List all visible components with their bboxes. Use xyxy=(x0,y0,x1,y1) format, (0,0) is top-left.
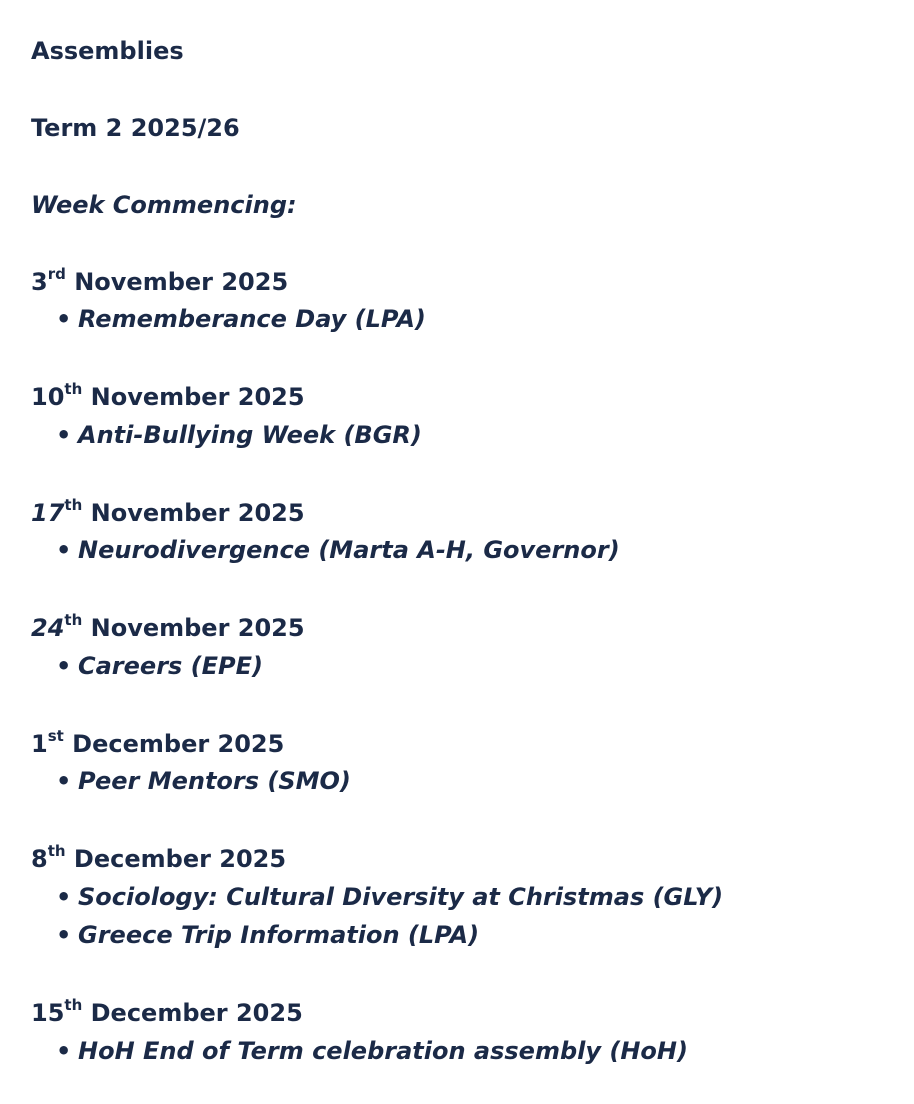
week-day-suffix: th xyxy=(64,380,83,398)
assembly-item xyxy=(0,300,426,338)
assembly-list xyxy=(0,531,620,569)
assembly-list xyxy=(0,1032,688,1070)
bullet-icon: • xyxy=(56,921,72,949)
bullet-icon: • xyxy=(56,305,72,333)
assembly-item-text: Peer Mentors (SMO) xyxy=(78,767,351,795)
week-day: 8 xyxy=(31,845,48,873)
week-heading xyxy=(31,998,303,1028)
week-day: 3 xyxy=(31,268,48,296)
assembly-item-text: Sociology: Cultural Diversity at Christmas (GLY) xyxy=(78,883,724,911)
week-day-suffix: th xyxy=(64,611,83,629)
week-month-year: November 2025 xyxy=(74,268,289,296)
bullet-icon: • xyxy=(56,536,72,564)
week-month-year: November 2025 xyxy=(90,383,305,411)
week-heading xyxy=(31,498,305,528)
assembly-item xyxy=(0,916,723,954)
assembly-item xyxy=(0,878,723,916)
assembly-item-text: HoH End of Term celebration assembly (HoH) xyxy=(78,1037,688,1065)
week-day: 17 xyxy=(31,499,65,527)
week-commencing-label: Week Commencing: xyxy=(31,191,297,219)
assembly-item xyxy=(0,416,422,454)
week-month-year: December 2025 xyxy=(90,999,303,1027)
week-heading xyxy=(31,844,286,874)
week-month-year: November 2025 xyxy=(90,499,305,527)
week-month-year: December 2025 xyxy=(73,845,287,873)
bullet-icon: • xyxy=(56,767,72,795)
bullet-icon: • xyxy=(56,421,72,449)
bullet-icon: • xyxy=(56,652,72,680)
assembly-item-text: Careers (EPE) xyxy=(78,652,263,680)
week-heading xyxy=(31,729,284,759)
week-day: 24 xyxy=(31,614,65,642)
assembly-item-text: Neurodivergence (Marta A-H, Governor) xyxy=(78,536,620,564)
assembly-list xyxy=(0,416,422,454)
week-month-year: December 2025 xyxy=(72,730,285,758)
assembly-list xyxy=(0,647,263,685)
assembly-item xyxy=(0,762,351,800)
week-day: 10 xyxy=(31,383,65,411)
week-month-year: November 2025 xyxy=(90,614,305,642)
term-heading: Term 2 2025/26 xyxy=(31,114,240,142)
week-day-suffix: rd xyxy=(47,265,66,283)
week-heading xyxy=(31,267,288,297)
page-title: Assemblies xyxy=(31,37,184,65)
assembly-list xyxy=(0,878,723,954)
week-heading xyxy=(31,382,305,412)
week-day-suffix: th xyxy=(47,842,66,860)
week-day-suffix: th xyxy=(64,496,83,514)
bullet-icon: • xyxy=(56,883,72,911)
assembly-item xyxy=(0,531,620,569)
assembly-list xyxy=(0,762,351,800)
week-day-suffix: st xyxy=(47,727,64,745)
assembly-item xyxy=(0,1032,688,1070)
assembly-item xyxy=(0,647,263,685)
week-day: 1 xyxy=(31,730,48,758)
assembly-item-text: Rememberance Day (LPA) xyxy=(78,305,426,333)
assembly-item-text: Anti-Bullying Week (BGR) xyxy=(78,421,422,449)
assembly-item-text: Greece Trip Information (LPA) xyxy=(78,921,480,949)
week-heading xyxy=(31,613,305,643)
week-day-suffix: th xyxy=(64,996,83,1014)
week-day: 15 xyxy=(31,999,65,1027)
bullet-icon: • xyxy=(56,1037,72,1065)
assembly-list xyxy=(0,300,426,338)
